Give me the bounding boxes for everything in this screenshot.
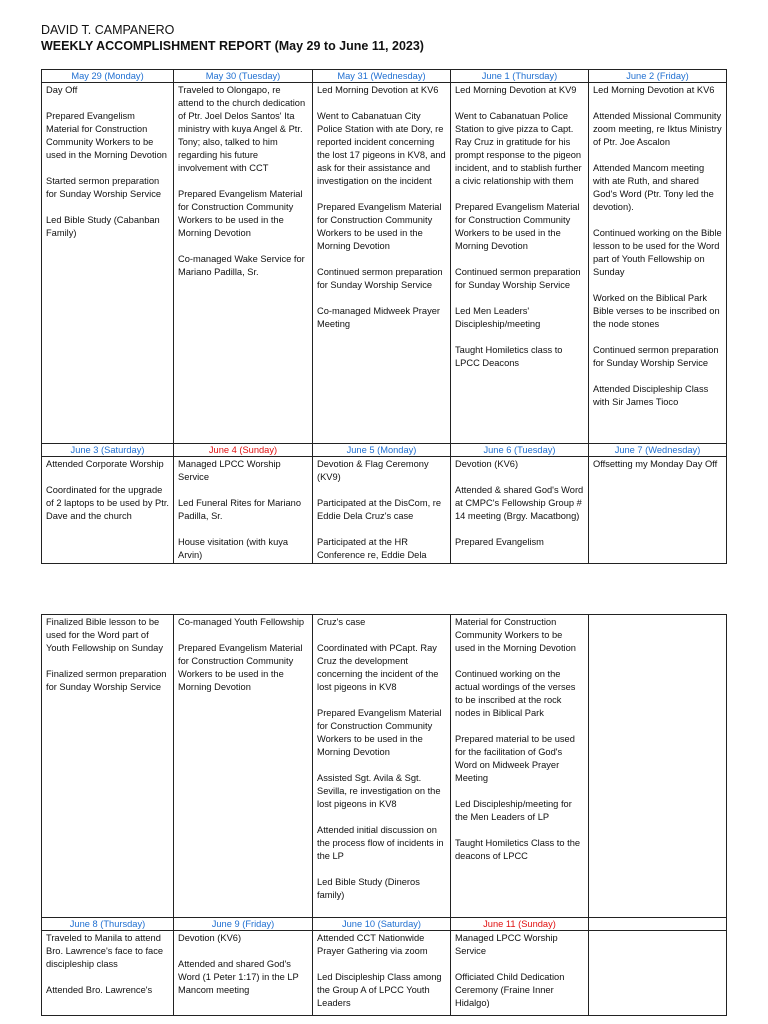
day-activities [451, 615, 589, 918]
activity-entry: Attended & shared God's Word at CMPC's Fellowship Group # 14 meeting (Brgy. Macatbong) [455, 485, 584, 521]
day-activities [589, 931, 727, 1016]
activity-entry: Prepared Evangelism [455, 537, 544, 547]
activity-entry: Prepared Evangelism Material for Construction Community Workers to be used in the Morning Devotion [46, 111, 167, 160]
activity-row-week1 [42, 83, 727, 444]
day-activities [174, 83, 313, 444]
activity-entry: Prepared Evangelism Material for Construction Community Workers to be used in the Morning Devotion [317, 202, 442, 251]
day-activities [589, 83, 727, 444]
author-name: DAVID T. CAMPANERO [41, 23, 175, 37]
day-activities [174, 931, 313, 1016]
day-header: June 1 (Thursday) [451, 70, 589, 83]
activity-entry: Led Bible Study (Dineros family) [317, 877, 420, 900]
activity-entry: Led Morning Devotion at KV6 [593, 85, 715, 95]
activity-entry: Worked on the Biblical Park Bible verses to be inscribed on the node stones [593, 293, 720, 329]
activity-entry: Led Morning Devotion at KV6 [317, 85, 439, 95]
activity-row-week2 [42, 457, 727, 564]
activity-row-week3 [42, 931, 727, 1016]
activity-entry: Attended Mancom meeting with ate Ruth, and shared God's Word (Ptr. Tony led the devotion). [593, 163, 714, 212]
report-table-page-1 [41, 69, 727, 564]
day-header: May 29 (Monday) [42, 70, 174, 83]
activity-entry: Devotion (KV6) [178, 933, 242, 943]
activity-entry: Prepared Evangelism Material for Construction Community Workers to be used in the Morning Devotion [178, 643, 303, 692]
activity-entry: Participated at the DisCom, re Eddie Dela Cruz's case [317, 498, 442, 521]
activity-entry: Coordinated for the upgrade of 2 laptops to be used by Ptr. Dave and the church [46, 485, 170, 521]
activity-entry: Attended Corporate Worship [46, 459, 164, 469]
activity-entry: Co-managed Youth Fellowship [178, 617, 305, 627]
activity-entry: Co-managed Midweek Prayer Meeting [317, 306, 440, 329]
activity-entry: Prepared material to be used for the facilitation of God's Word on Midweek Prayer Meeting [455, 734, 575, 783]
activity-entry: Led Bible Study (Cabanban Family) [46, 215, 160, 238]
activity-entry: Material for Construction Community Workers to be used in the Morning Devotion [455, 617, 576, 653]
report-header [41, 22, 424, 54]
activity-entry: Attended Bro. Lawrence's [46, 985, 153, 995]
day-header: June 7 (Wednesday) [589, 444, 727, 457]
activity-entry: Prepared Evangelism Material for Construction Community Workers to be used in the Morning Devotion [317, 708, 442, 757]
activity-entry: Coordinated with PCapt. Ray Cruz the development concerning the incident of the lost pigeons in KV8 [317, 643, 439, 692]
day-header: June 10 (Saturday) [313, 918, 451, 931]
day-activities [42, 931, 174, 1016]
activity-entry: Managed LPCC Worship Service [178, 459, 281, 482]
day-activities [313, 457, 451, 564]
activity-entry: Taught Homiletics Class to the deacons of LPCC [455, 838, 581, 861]
day-header: June 3 (Saturday) [42, 444, 174, 457]
day-header: May 31 (Wednesday) [313, 70, 451, 83]
activity-entry: Co-managed Wake Service for Mariano Padilla, Sr. [178, 254, 305, 277]
report-title: WEEKLY ACCOMPLISHMENT REPORT (May 29 to June 11, 2023) [41, 39, 424, 53]
day-activities [174, 457, 313, 564]
activity-entry: Prepared Evangelism Material for Construction Community Workers to be used in the Morning Devotion [455, 202, 580, 251]
report-table-page-2 [41, 614, 727, 1016]
day-activities [451, 83, 589, 444]
activity-entry: Attended initial discussion on the process flow of incidents in the LP [317, 825, 444, 861]
activity-entry: Devotion (KV6) [455, 459, 519, 469]
activity-entry: Led Funeral Rites for Mariano Padilla, Sr. [178, 498, 301, 521]
activity-entry: Led Discipleship/meeting for the Men Leaders of LP [455, 799, 572, 822]
activity-entry: Continued sermon preparation for Sunday Worship Service [455, 267, 581, 290]
day-activities [313, 931, 451, 1016]
activity-entry: Started sermon preparation for Sunday Worship Service [46, 176, 162, 199]
activity-entry: Prepared Evangelism Material for Construction Community Workers to be used in the Morning Devotion [178, 189, 303, 238]
activity-entry: Continued sermon preparation for Sunday Worship Service [593, 345, 719, 368]
activity-entry: Offsetting my Monday Day Off [593, 459, 718, 469]
activity-entry: Traveled to Manila to attend Bro. Lawrence's face to face discipleship class [46, 933, 164, 969]
day-activities [42, 83, 174, 444]
activity-entry: Led Morning Devotion at KV9 [455, 85, 577, 95]
activity-entry: Participated at the HR Conference re, Eddie Dela [317, 537, 427, 560]
day-activities [451, 931, 589, 1016]
day-header-sunday: June 4 (Sunday) [174, 444, 313, 457]
day-header: June 5 (Monday) [313, 444, 451, 457]
activity-entry: Finalized sermon preparation for Sunday Worship Service [46, 669, 167, 692]
activity-entry: Finalized Bible lesson to be used for the Word part of Youth Fellowship on Sunday [46, 617, 163, 653]
day-header: June 8 (Thursday) [42, 918, 174, 931]
activity-entry: Continued working on the actual wordings of the verses to be inscribed at the rock nodes in Biblical Park [455, 669, 576, 718]
activity-entry: Taught Homiletics class to LPCC Deacons [455, 345, 563, 368]
activity-row-week2-continued [42, 615, 727, 918]
day-activities [589, 615, 727, 918]
day-header: June 6 (Tuesday) [451, 444, 589, 457]
day-header [589, 918, 727, 931]
activity-entry: Cruz's case [317, 617, 366, 627]
activity-entry: Went to Cabanatuan City Police Station with ate Dory, re reported incident concerning the lost 17 pigeons in KV8, and ask for their assistance and investigation on the incident [317, 111, 446, 186]
day-activities [451, 457, 589, 564]
activity-entry: Went to Cabanatuan Police Station to give pizza to Capt. Ray Cruz in gratitude for his prompt response to the pigeon incident, and to stablish further a civic relationship with them [455, 111, 582, 186]
header-row-week2 [42, 444, 727, 457]
activity-entry: Attended Discipleship Class with Sir James Tioco [593, 384, 709, 407]
activity-entry: Continued sermon preparation for Sunday Worship Service [317, 267, 443, 290]
day-header: May 30 (Tuesday) [174, 70, 313, 83]
day-header: June 9 (Friday) [174, 918, 313, 931]
day-header: June 2 (Friday) [589, 70, 727, 83]
activity-entry: House visitation (with kuya Arvin) [178, 537, 289, 560]
activity-entry: Attended and shared God's Word (1 Peter 1:17) in the LP Mancom meeting [178, 959, 299, 995]
activity-entry: Continued working on the Bible lesson to be used for the Word part of Youth Fellowship on Sunday [593, 228, 722, 277]
activity-entry: Officiated Child Dedication Ceremony (Fraine Inner Hidalgo) [455, 972, 565, 1008]
activity-entry: Devotion & Flag Ceremony (KV9) [317, 459, 429, 482]
activity-entry: Traveled to Olongapo, re attend to the church dedication of Ptr. Joel Delos Santos' Ita ministry with kuya Angel & Ptr. Tony; also, talked to him regarding his future involvement with CCT [178, 85, 306, 173]
day-activities [313, 615, 451, 918]
activity-entry: Assisted Sgt. Avila & Sgt. Sevilla, re investigation on the lost pigeons in KV8 [317, 773, 441, 809]
day-activities [42, 615, 174, 918]
day-header-sunday: June 11 (Sunday) [451, 918, 589, 931]
day-activities [589, 457, 727, 564]
header-row-week3 [42, 918, 727, 931]
activity-entry: Led Discipleship Class among the Group A of LPCC Youth Leaders [317, 972, 442, 1008]
header-row-week1 [42, 70, 727, 83]
day-activities [313, 83, 451, 444]
activity-entry: Day Off [46, 85, 78, 95]
activity-entry: Led Men Leaders' Discipleship/meeting [455, 306, 541, 329]
activity-entry: Attended CCT Nationwide Prayer Gathering via zoom [317, 933, 428, 956]
day-activities [42, 457, 174, 564]
day-activities [174, 615, 313, 918]
activity-entry: Attended Missional Community zoom meeting, re Iktus Ministry of Ptr. Joe Ascalon [593, 111, 722, 147]
activity-entry: Managed LPCC Worship Service [455, 933, 558, 956]
